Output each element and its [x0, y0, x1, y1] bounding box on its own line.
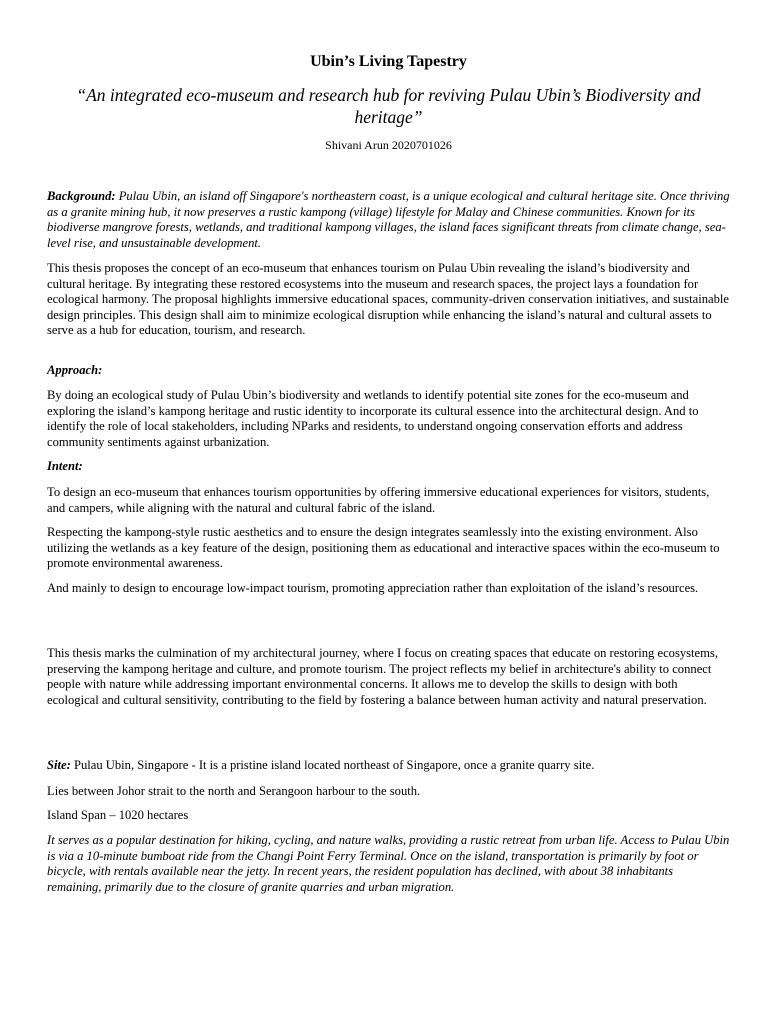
approach-paragraph: By doing an ecological study of Pulau Ubin’s biodiversity and wetlands to identify potential site zones for the eco-museum and exploring the island’s kampong heritage and rustic identity to incorporate its cultural essence into the architectural design. And to identify the role of local stakeholders, including NParks and residents, to understand ongoing conservation efforts and address community sentiments against urbanization.	[47, 388, 699, 449]
document-title: Ubin’s Living Tapestry	[310, 53, 467, 70]
intent-heading: Intent:	[47, 459, 83, 473]
background-text: Pulau Ubin, an island off Singapore's northeastern coast, is a unique ecological and cultural heritage site. Once thriving as a granite mining hub, it now preserves a rustic kampong (village) lifestyle for Malay and Chinese communities. Known for its biodiverse mangrove forests, wetlands, and traditional kampong villages, the island faces significant threats from climate change, sea-level rise, and unsustainable development.	[47, 189, 730, 250]
site-borders: Lies between Johor strait to the north and Serangoon harbour to the south.	[47, 784, 421, 798]
document-subtitle: “An integrated eco-museum and research hub for reviving Pulau Ubin’s Biodiversity and heritage”	[76, 85, 701, 127]
culmination-paragraph: This thesis marks the culmination of my architectural journey, where I focus on creating spaces that educate on restoring ecosystems, preserving the kampong heritage and culture, and promote tourism. The project reflects my belief in architecture's ability to connect people with nature while addressing important environmental concerns. It allows me to develop the skills to design with both ecological and cultural sensitivity, contributing to the field by fostering a balance between human activity and natural preservation.	[47, 646, 718, 707]
intent-paragraph-3: And mainly to design to encourage low-impact tourism, promoting appreciation rather than exploitation of the island’s resources.	[47, 581, 699, 595]
intent-paragraph-1: To design an eco-museum that enhances tourism opportunities by offering immersive educational experiences for visitors, students, and campers, while aligning with the natural and cultural fabric of the island.	[47, 485, 710, 515]
site-description: It serves as a popular destination for hiking, cycling, and nature walks, providing a rustic retreat from urban life. Access to Pulau Ubin is via a 10-minute bumboat ride from the Changi Point Ferry Terminal. Once on the island, transportation is primarily by foot or bicycle, with rentals available near the jetty. In recent years, the resident population has declined, with about 38 inhabitants remaining, primarily due to the closure of granite quarries and urban migration.	[47, 833, 730, 894]
background-label: Background:	[47, 189, 116, 203]
approach-heading: Approach:	[47, 363, 103, 377]
site-span: Island Span – 1020 hectares	[47, 808, 189, 822]
site-text: Pulau Ubin, Singapore - It is a pristine island located northeast of Singapore, once a granite quarry site.	[70, 758, 595, 772]
intent-paragraph-2: Respecting the kampong-style rustic aesthetics and to ensure the design integrates seamlessly into the existing environment. Also utilizing the wetlands as a key feature of the design, positioning them as educational and interactive spaces within the eco-museum to promote environmental awareness.	[47, 525, 720, 570]
site-label: Site:	[47, 758, 71, 772]
background-paragraph	[47, 189, 730, 251]
site-paragraph	[47, 758, 730, 774]
thesis-paragraph: This thesis proposes the concept of an eco-museum that enhances tourism on Pulau Ubin revealing the island’s biodiversity and cultural heritage. By integrating these restored ecosystems into the museum and research spaces, the project lays a foundation for ecological harmony. The proposal highlights immersive educational spaces, community-driven conservation initiatives, and sustainable design principles. This design shall aim to minimize ecological disruption while enhancing the island’s natural and cultural assets to serve as a hub for education, tourism, and research.	[47, 261, 729, 337]
author-line: Shivani Arun 2020701026	[325, 138, 452, 152]
